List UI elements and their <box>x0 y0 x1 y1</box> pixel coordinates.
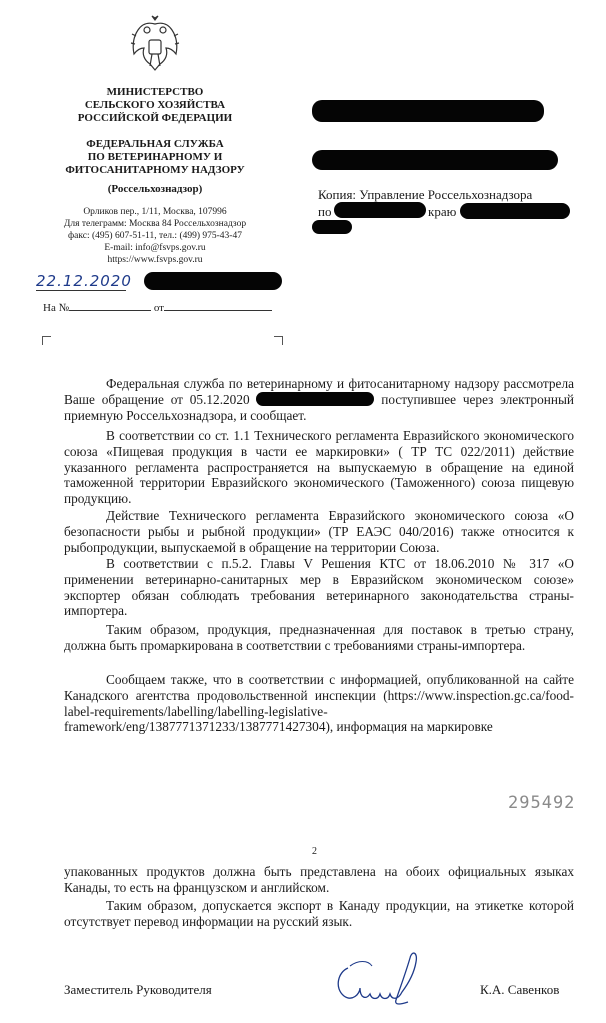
ot-blank <box>164 301 272 311</box>
registration-number: 295492 <box>508 793 576 813</box>
contact-address: Орликов пер., 1/11, Москва, 107996 <box>83 207 227 217</box>
signatory-name: К.А. Савенков <box>480 982 560 997</box>
paragraph-1-text: Федеральная служба по ветеринарному и фитосанитарному надзору рассмотрела Ваше обращение от 05.12.2020 <box>64 376 574 407</box>
redaction-recipient-1 <box>312 100 544 122</box>
corner-mark-right <box>274 336 283 345</box>
reference-line <box>43 301 272 314</box>
ministry-line-2: СЕЛЬСКОГО ХОЗЯЙСТВА <box>84 99 226 111</box>
coat-of-arms-icon <box>128 14 182 78</box>
contact-phones: факс: (495) 607-51-11, тел.: (499) 975-43-47 <box>68 231 242 241</box>
copy-line-2-start: по <box>318 204 332 219</box>
service-line-1: ФЕДЕРАЛЬНАЯ СЛУЖБА <box>86 138 224 150</box>
contact-website: https://www.fsvps.gov.ru <box>107 255 203 265</box>
paragraph-5: Таким образом, продукция, предназначенная для поставок в третью страну, должна быть промаркирована в соответствии с требованиями страны-импортера. <box>64 622 574 653</box>
ministry-line-1: МИНИСТЕРСТВО <box>106 86 204 98</box>
na-label: На № <box>43 302 70 314</box>
ministry-line-3: РОССИЙСКОЙ ФЕДЕРАЦИИ <box>77 112 233 124</box>
redaction-appeal-number <box>256 392 374 406</box>
paragraph-4: В соответствии с п.5.2. Главы V Решения КТС от 18.06.2010 № 317 «О применении ветеринарно-санитарных мер в Евразийском экономическом союзе» экспортер обязан соблюдать требования ветеринарного законодательства страны-импортера. <box>64 556 574 619</box>
copy-line-2-region: краю <box>428 204 457 219</box>
corner-mark-left <box>42 336 51 345</box>
redaction-outgoing-number <box>144 272 282 290</box>
paragraph-2: В соответствии со ст. 1.1 Технического регламента Евразийского экономического союза «Пищевая продукция в части ее маркировки» ( ТР ТС 022/2011) действие указанного регламента распространяется на выпускаемую в обращение на единой таможенной территории Евразийского экономического (Таможенного) союза пищевую продукцию. <box>64 428 574 507</box>
service-line-3: ФИТОСАНИТАРНОМУ НАДЗОРУ <box>65 164 245 176</box>
handwritten-signature <box>330 944 426 1010</box>
redaction-recipient-2 <box>312 150 558 170</box>
handwritten-date: 22.12.2020 <box>36 272 132 290</box>
service-line-2: ПО ВЕТЕРИНАРНОМУ И <box>87 151 223 163</box>
na-blank <box>69 301 151 311</box>
redaction-region-3 <box>312 220 352 234</box>
signatory-position: Заместитель Руководителя <box>64 982 212 997</box>
redaction-region <box>334 202 426 218</box>
paragraph-1 <box>64 376 574 423</box>
paragraph-1-cont: поступившее через электронный приемную Россельхознадзора, и сообщает. <box>64 391 575 423</box>
ot-label: от <box>153 302 164 314</box>
contact-telegram: Для телеграмм: Москва 84 Россельхознадзор <box>63 219 247 229</box>
page-number: 2 <box>312 846 317 857</box>
service-short-name: (Россельхознадзор) <box>107 183 203 195</box>
contact-email: E-mail: info@fsvps.gov.ru <box>104 243 206 253</box>
paragraph-3: Действие Технического регламента Евразийского экономического союза «О безопасности рыбы и рыбной продукции» (ТР ЕАЭС 040/2016) также относится к рыбопродукции, выпускаемой в обращение на территории Союза. <box>64 508 574 555</box>
page2-paragraph-1: упакованных продуктов должна быть представлена на обоих официальных языках Канады, то есть на французском и английском. <box>64 864 574 895</box>
page2-paragraph-2: Таким образом, допускается экспорт в Канаду продукции, на этикетке которой отсутствует перевод информации на русский язык. <box>64 898 574 929</box>
date-underline <box>36 290 126 291</box>
paragraph-6: Сообщаем также, что в соответствии с информацией, опубликованной на сайте Канадского агентства продовольственной инспекции (https://www.inspection.gc.ca/food-label-requirements/labelling/labelling-legislative-framework/eng/1387771371233/1387771427304), информация на маркировке <box>64 672 574 735</box>
copy-line-1: Копия: Управление Россельхознадзора <box>318 187 533 202</box>
redaction-region-2 <box>460 203 570 219</box>
